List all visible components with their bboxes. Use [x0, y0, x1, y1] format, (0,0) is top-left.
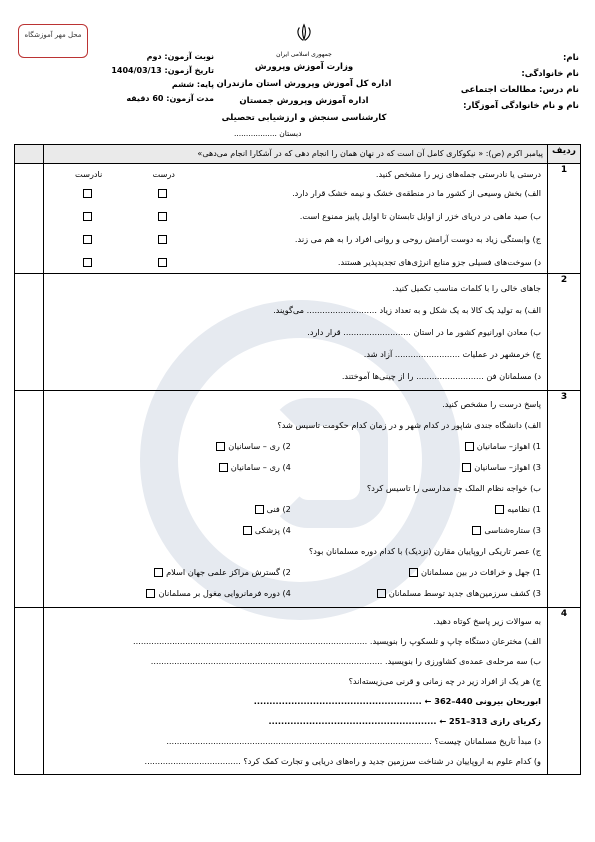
true-checkbox[interactable]	[158, 212, 167, 221]
hadith-text: پیامبر اکرم (ص): « نیکوکاری کامل آن است که در نهان همان را انجام دهی که در آشکارا انجام می‌دهی»	[44, 145, 548, 164]
true-false-header	[50, 167, 200, 182]
mc-option[interactable]: 4) پزشکی	[60, 520, 291, 541]
option-checkbox	[409, 568, 418, 577]
question-number: 3	[548, 391, 581, 608]
question-body	[44, 391, 548, 608]
tf-item-text: ب) صید ماهی در دریای خزر از اوایل تابستان تا اوایل پاییز ممنوع است.	[299, 211, 541, 221]
short-answer-item: ج) هر یک از افراد زیر در چه زمانی و قرنی می‌زیسته‌اند؟	[348, 676, 541, 686]
option-checkbox	[154, 568, 163, 577]
question-body	[44, 164, 548, 274]
mc-option[interactable]: 3) ستاره‌شناسی	[310, 520, 541, 541]
ministry-title: وزارت آموزش وپرورش	[254, 62, 354, 72]
mc-option[interactable]: 2) ری – ساسانیان	[60, 436, 291, 457]
option-checkbox	[462, 463, 471, 472]
short-answer-item[interactable]: زکریای رازی 313–251 ← ......................................................	[268, 716, 541, 726]
false-checkbox[interactable]	[83, 235, 92, 244]
mc-option[interactable]: 2) گسترش مراکز علمی جهان اسلام	[60, 562, 291, 583]
exam-turn: نوبت آزمون: دوم	[146, 52, 214, 61]
assessment-office: کارشناسی سنجش و ارزشیابی تحصیلی	[221, 113, 387, 123]
mc-option[interactable]: 1) اهواز– سامانیان	[310, 436, 541, 457]
student-family: نام خانوادگی:	[521, 69, 579, 79]
province-office: اداره کل آموزش وپرورش استان مازندران	[216, 79, 392, 89]
student-name: نام:	[562, 53, 579, 63]
school-stamp-box: محل مهر آموزشگاه	[18, 24, 88, 58]
mc-option[interactable]: 1) نظامیه	[310, 499, 541, 520]
score-cell	[15, 391, 44, 608]
tf-item-text: الف) بخش وسیعی از کشور ما در منطقه‌ی خشک و نیمه خشک قرار دارد.	[292, 188, 541, 198]
subject-name: نام درس: مطالعات اجتماعی	[460, 85, 579, 95]
exam-date: تاریخ آزمون: 1404/03/13	[111, 66, 214, 75]
row-header: ردیف	[548, 145, 581, 164]
short-answer-item[interactable]: و) کدام علوم به اروپاییان در شناخت سرزمین جدید و راه‌های دریایی و تجارت کمک کرد؟ .....................................	[144, 756, 541, 766]
mc-question: ب) خواجه نظام الملک چه مدارسی را تاسیس کرد؟	[366, 483, 541, 493]
question-number: 2	[548, 274, 581, 391]
tf-item	[50, 209, 541, 224]
short-answer-item[interactable]: ابوریحان بیرونی 440–362 ← ......................................................	[253, 696, 541, 706]
mc-option[interactable]: 1) جهل و خرافات در بین مسلمانان	[310, 562, 541, 583]
true-label: درست	[152, 169, 175, 179]
tf-item	[50, 255, 541, 270]
fill-item[interactable]: د) مسلمانان فن .......................... را از چینی‌ها آموختند.	[341, 371, 541, 381]
question-number: 4	[548, 608, 581, 775]
false-checkbox[interactable]	[83, 258, 92, 267]
short-answer-item[interactable]: د) مبدأ تاریخ مسلمانان چیست؟ ......................................................................................................	[166, 736, 541, 746]
tf-item-text: د) سوخت‌های فسیلی جزو منابع انرژی‌های تجدیدپذیر هستند.	[337, 257, 541, 267]
mc-option[interactable]: 4) دوره فرمانروایی مغول بر مسلمانان	[60, 583, 291, 604]
score-cell	[15, 145, 44, 164]
mc-option[interactable]: 3) کشف سرزمین‌های جدید توسط مسلمانان	[310, 583, 541, 604]
question-body	[44, 274, 548, 391]
teacher-name: نام و نام خانوادگی آموزگار:	[463, 101, 579, 111]
false-checkbox[interactable]	[83, 189, 92, 198]
tf-item	[50, 186, 541, 201]
score-cell	[15, 274, 44, 391]
fill-item[interactable]: ب) معادن اورانیوم کشور ما در استان .......................... قرار دارد.	[307, 327, 541, 337]
option-checkbox	[243, 526, 252, 535]
question-title: به سوالات زیر پاسخ کوتاه دهید.	[433, 616, 541, 626]
short-answer-item[interactable]: الف) مخترعان دستگاه چاپ و تلسکوپ را بنویسید. ..........................................................................................	[133, 636, 541, 646]
option-checkbox	[472, 526, 481, 535]
option-checkbox	[495, 505, 504, 514]
option-checkbox	[146, 589, 155, 598]
tf-item	[50, 232, 541, 247]
fill-item[interactable]: ج) خرمشهر در عملیات ......................... آزاد شد.	[363, 349, 541, 359]
mc-question: ج) عصر تاریکی اروپاییان مقارن (نزدیک) با کدام دوره مسلمانان بود؟	[308, 546, 541, 556]
question-title: جاهای خالی را با کلمات مناسب تکمیل کنید.	[392, 283, 541, 293]
option-checkbox	[216, 442, 225, 451]
false-checkbox[interactable]	[83, 212, 92, 221]
school-name: دبستان ..................	[234, 129, 302, 138]
false-label: نادرست	[75, 169, 103, 179]
hadith-row	[15, 145, 581, 164]
mc-question: الف) دانشگاه جندی شاپور در کدام شهر و در زمان کدام حکومت تاسیس شد؟	[277, 420, 541, 430]
question-row-2	[15, 274, 581, 391]
exam-info	[84, 50, 214, 106]
option-checkbox	[219, 463, 228, 472]
mc-option[interactable]: 2) فنی	[60, 499, 291, 520]
option-checkbox	[465, 442, 474, 451]
question-title: درستی یا نادرستی جمله‌های زیر را مشخص کنید.	[375, 169, 541, 179]
question-body	[44, 608, 548, 775]
true-checkbox[interactable]	[158, 258, 167, 267]
score-cell	[15, 164, 44, 274]
iran-emblem-icon	[293, 22, 315, 44]
country-motto: جمهوری اسلامی ایران	[276, 51, 332, 58]
mc-option[interactable]: 3) اهواز– ساسانیان	[310, 457, 541, 478]
true-checkbox[interactable]	[158, 189, 167, 198]
short-answer-item[interactable]: ب) سه مرحله‌ی عمده‌ی کشاورزی را بنویسید. .........................................................................................	[150, 656, 541, 666]
ministry-block	[214, 22, 394, 127]
mc-option[interactable]: 4) ری – سامانیان	[60, 457, 291, 478]
true-checkbox[interactable]	[158, 235, 167, 244]
question-title: پاسخ درست را مشخص کنید.	[442, 399, 541, 409]
question-row-3	[15, 391, 581, 608]
tf-item-text: ج) وابستگی زیاد به دوست آرامش روحی و روانی افراد را به هم می زند.	[294, 234, 541, 244]
exam-duration: مدت آزمون: 60 دقیقه	[126, 94, 214, 103]
option-checkbox	[377, 589, 386, 598]
question-row-4	[15, 608, 581, 775]
exam-header	[14, 14, 581, 144]
score-cell	[15, 608, 44, 775]
exam-table	[14, 144, 581, 775]
question-number: 1	[548, 164, 581, 274]
exam-grade: پایه: ششم	[171, 80, 214, 89]
city-office: اداره آموزش وپرورش جمستان	[239, 96, 369, 106]
option-checkbox	[255, 505, 264, 514]
fill-item[interactable]: الف) به تولید یک کالا به یک شکل و به تعداد زیاد ........................... می‌گویند.	[273, 305, 541, 315]
student-info	[429, 50, 579, 114]
question-row-1	[15, 164, 581, 274]
exam-page	[14, 14, 581, 832]
